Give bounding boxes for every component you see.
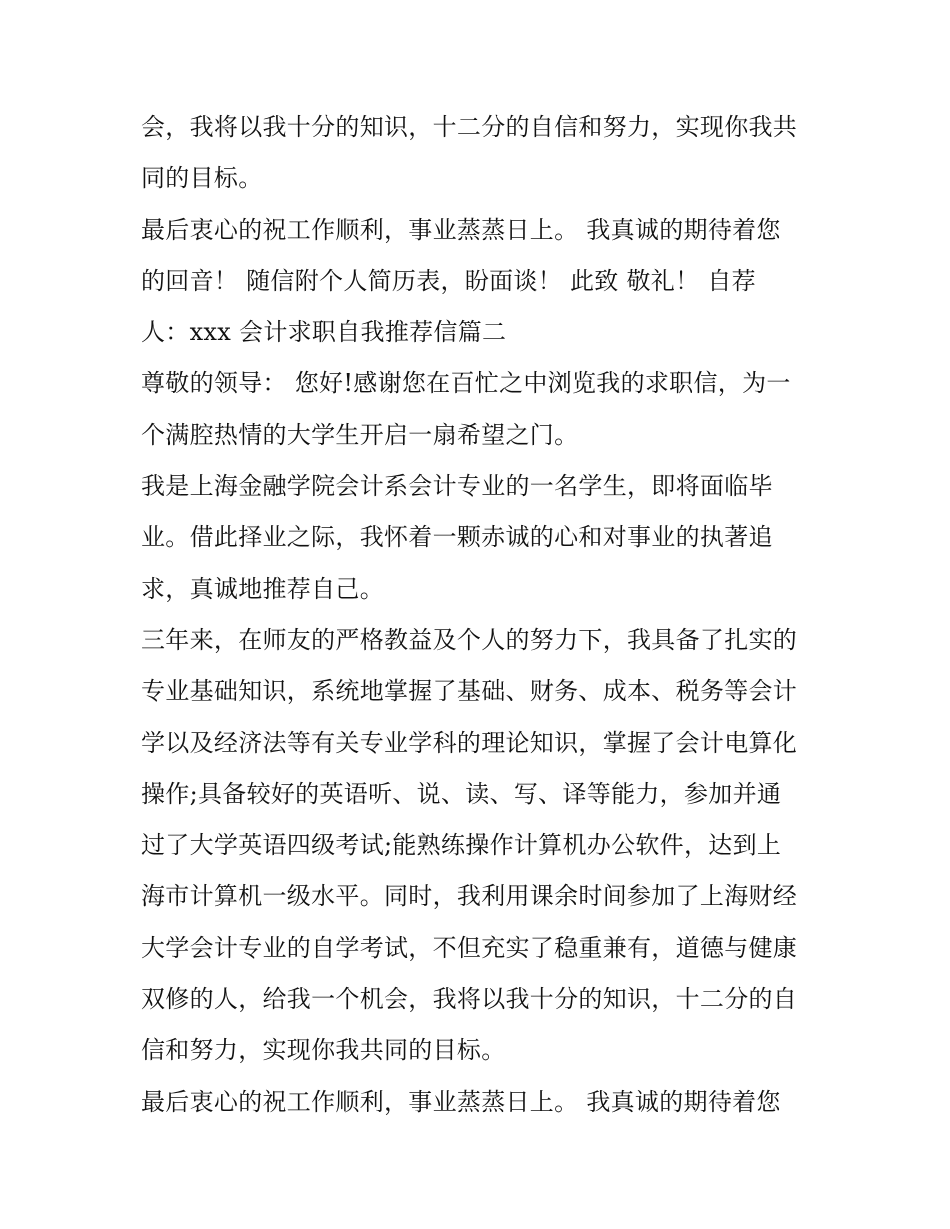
text-line: 求，真诚地推荐自己。 (141, 574, 384, 603)
text-line: 专业基础知识，系统地掌握了基础、财务、成本、税务等会计 (141, 677, 798, 706)
letter-body (141, 102, 821, 1128)
section-title-line: 人：xxx 会计求职自我推荐信篇二 (141, 318, 507, 347)
text-line: 会，我将以我十分的知识，十二分的自信和努力，实现你我共 (141, 113, 798, 141)
text-line: 大学会计专业的自学考试，不但充实了稳重兼有，道德与健康 (141, 933, 798, 962)
text-line: 双修的人，给我一个机会，我将以我十分的知识，十二分的自 (141, 985, 798, 1014)
text-line: 个满腔热情的大学生开启一扇希望之门。 (141, 420, 579, 449)
text-line: 操作;具备较好的英语听、说、读、写、译等能力，参加并通 (141, 779, 782, 808)
text-line: 最后衷心的祝工作顺利，事业蒸蒸日上。 我真诚的期待着您 (141, 215, 781, 244)
text-line: 业。借此择业之际，我怀着一颗赤诚的心和对事业的执著追 (141, 523, 773, 552)
text-line: 最后衷心的祝工作顺利，事业蒸蒸日上。 我真诚的期待着您 (141, 1087, 781, 1116)
text-line: 信和努力，实现你我共同的目标。 (141, 1036, 506, 1065)
text-line: 过了大学英语四级考试;能熟练操作计算机办公软件，达到上 (141, 831, 782, 860)
salutation-line: 尊敬的领导： 您好!感谢您在百忙之中浏览我的求职信，为一 (141, 369, 791, 398)
text-line: 的回音！ 随信附个人简历表，盼面谈！ 此致 敬礼！ 自荐 (141, 266, 756, 295)
text-line: 我是上海金融学院会计系会计专业的一名学生，即将面临毕 (141, 472, 773, 501)
text-line: 海市计算机一级水平。同时，我利用课余时间参加了上海财经 (141, 882, 798, 911)
text-line: 同的目标。 (141, 164, 263, 193)
text-line: 学以及经济法等有关专业学科的理论知识，掌握了会计电算化 (141, 728, 798, 757)
text-line: 三年来，在师友的严格教益及个人的努力下，我具备了扎实的 (141, 625, 798, 654)
